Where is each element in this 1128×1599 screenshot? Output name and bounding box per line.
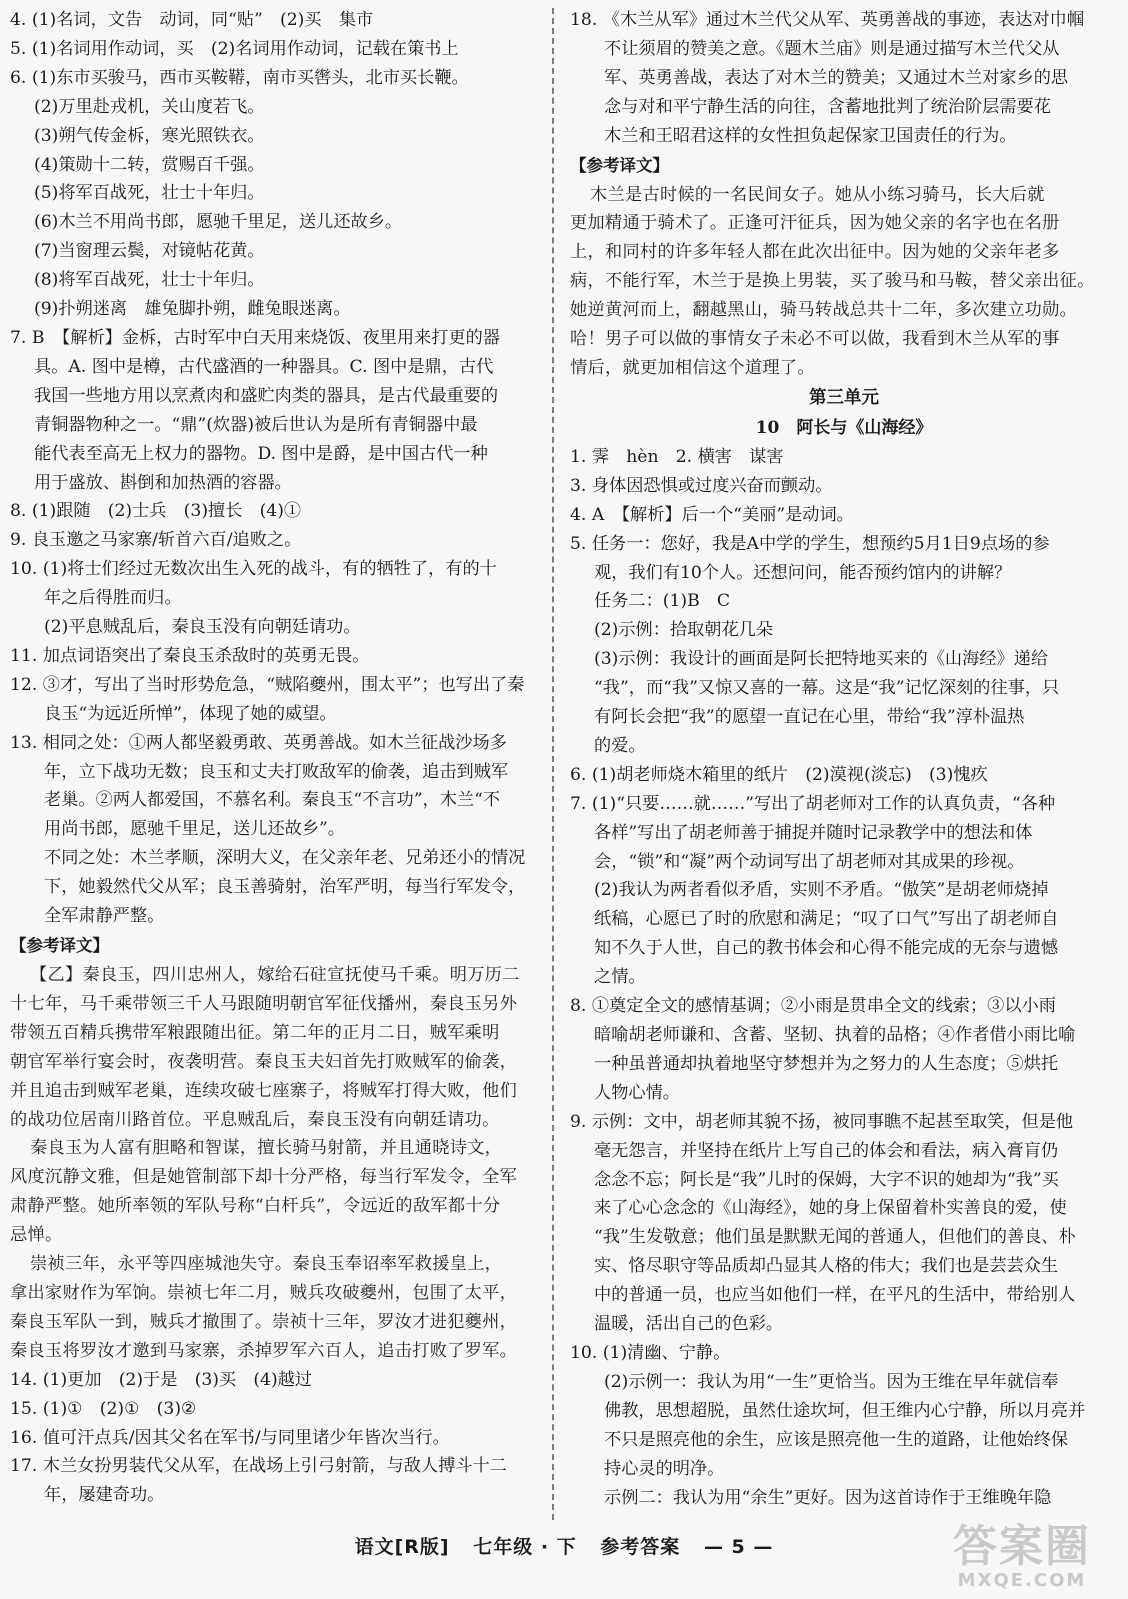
text-line: 11. 加点词语突出了秦良玉杀敌时的英勇无畏。 — [10, 645, 370, 666]
text-line: (9)扑朔迷离 雄兔脚扑朔，雌兔眼迷离。 — [34, 299, 351, 320]
text-line: (2)我认为两者看似矛盾，实则不矛盾。“傲笑”是胡老师烧掉 — [594, 880, 1049, 901]
translation-line: 的战功位居南川路首位。平息贼乱后，秦良玉没有向朝廷请功。 — [10, 1109, 500, 1130]
text-line: (2)示例：拾取朝花几朵 — [594, 620, 774, 641]
text-line: 9. 良玉邀之马家寨/斩首六百/追败之。 — [10, 530, 302, 551]
text-line: 10. (1)将士们经过无数次出生入死的战斗，有的牺牲了，有的十 — [10, 559, 497, 580]
translation-line: 朝官军举行宴会时，夜袭明营。秦良玉夫妇首先打败贼军的偷袭， — [10, 1051, 518, 1072]
text-line: 暗喻胡老师谦和、含蓄、坚韧、执着的品格；④作者借小雨比喻 — [594, 1025, 1076, 1045]
text-line: 用尚书郎，愿驰千里足，送儿还故乡”。 — [44, 819, 345, 840]
translation-line: 肃静严整。她所率领的军队号称“白杆兵”，令远近的敌军都十分 — [10, 1196, 501, 1217]
text-line: 全军肃静严整。 — [44, 906, 165, 927]
text-line: 10. (1)清幽、宁静。 — [570, 1342, 731, 1363]
text-line: “我”生发敬意；他们虽是默默无闻的普通人，但他们的善良、朴 — [594, 1227, 1076, 1248]
text-line: (2)万里赴戎机，关山度若飞。 — [34, 96, 265, 117]
text-line: 1. 霁 hèn 2. 横害 谋害 — [570, 446, 784, 467]
text-line: 各样”写出了胡老师善于捕捉并随时记录教学中的想法和体 — [594, 822, 1033, 843]
text-line: 4. (1)名词，文告 动词，同“贴” (2)买 集市 — [10, 10, 374, 30]
text-line: 3. 身体因恐惧或过度兴奋而颤动。 — [570, 475, 833, 496]
text-line: (4)策勋十二转，赏赐百千强。 — [34, 154, 265, 175]
text-line: 年，屡建奇功。 — [44, 1485, 165, 1506]
text-line: 13. 相同之处：①两人都坚毅勇敢、英勇善战。如木兰征战沙场多 — [10, 732, 507, 753]
text-line: 8. ①奠定全文的感情基调；②小雨是贯串全文的线索；③以小雨 — [570, 996, 1056, 1017]
text-line: 实、恪尽职守等品质却凸显其人格的伟大；我们也是芸芸众生 — [594, 1256, 1059, 1277]
translation-line: 忌惮。 — [10, 1225, 63, 1246]
text-line: 8. (1)跟随 (2)士兵 (3)擅长 (4)① — [10, 501, 302, 522]
translation-line: 秦良玉为人富有胆略和智谋，擅长骑马射箭，并且通晓诗文， — [30, 1138, 503, 1159]
translation-line: 她逆黄河而上，翻越黑山，骑马转战总共十二年，多次建立功勋。 — [570, 300, 1078, 321]
text-line: 任务二：(1)B C — [594, 591, 731, 612]
text-line: (8)将军百战死，壮士十年归。 — [34, 270, 265, 291]
footer-grade: 七年级 · 下 — [473, 1536, 577, 1558]
text-line: 念念不忘；阿长是“我”儿时的保姆，大字不识的她却为“我”买 — [594, 1169, 1059, 1190]
text-line: 持心灵的明净。 — [604, 1458, 725, 1479]
text-line: 16. 值可汗点兵/因其父名在军书/与同里诸少年皆次当行。 — [10, 1427, 450, 1448]
text-line: 一种虽普通却执着地坚守梦想并为之努力的人生态度；⑤烘托 — [594, 1053, 1059, 1074]
text-line: 有阿长会把“我”的愿望一直记在心里，带给“我”淳朴温热 — [594, 707, 1025, 728]
text-line: 7. B 【解析】金柝，古时军中白天用来烧饭、夜里用来打更的器 — [10, 327, 500, 348]
text-line: 我国一些地方用以烹煮肉和盛贮肉类的器具，是古代最重要的 — [34, 385, 499, 406]
text-line: 中的普通一员，也应当如他们一样，在平凡的生活中，带给别人 — [594, 1285, 1076, 1306]
footer-section: 参考答案 — [600, 1536, 681, 1558]
watermark-logo: 答案圈 — [953, 1521, 1091, 1572]
text-line: 14. (1)更加 (2)于是 (3)买 (4)越过 — [10, 1369, 313, 1390]
text-line: 会，“锁”和“凝”两个动词写出了胡老师对其成果的珍视。 — [594, 851, 1025, 872]
text-line: 年，立下战功无数；良玉和丈夫打败敌军的偷袭，追击到贼军 — [44, 761, 509, 782]
text-line: 佛教，思想超脱，虽然仕途坎坷，但王维内心宁静，所以月亮并 — [604, 1400, 1086, 1421]
text-line: 良玉“为远近所惮”，体现了她的威望。 — [44, 703, 337, 724]
translation-line: 【乙】秦良玉，四川忠州人，嫁给石砫宣抚使马千乘。明万历二 — [30, 965, 520, 985]
text-line: 不同之处：木兰孝顺，深明大义，在父亲年老、兄弟还小的情况 — [44, 848, 526, 869]
text-line: 具。A. 图中是樽，古代盛酒的一种器具。C. 图中是鼎，古代 — [34, 356, 494, 377]
text-line: 9. 示例：文中，胡老师其貌不扬，被同事瞧不起甚至取笑，但是他 — [570, 1111, 1074, 1132]
text-line: 6. (1)胡老师烧木箱里的纸片 (2)漠视(淡忘) (3)愧疚 — [570, 764, 988, 785]
text-line: 军、英勇善战，表达了对木兰的赞美；又通过木兰对家乡的思 — [604, 67, 1069, 88]
text-line: 老巢。②两人都爱国，不慕名利。秦良玉“不言功”，木兰“不 — [44, 790, 501, 811]
text-line: (2)平息贼乱后，秦良玉没有向朝廷请功。 — [44, 617, 361, 638]
translation-line: 带领五百精兵携带军粮跟随出征。第二年的正月二日，贼军乘明 — [10, 1022, 500, 1043]
text-line: (3)示例：我设计的画面是阿长把特地买来的《山海经》递给 — [594, 649, 1049, 670]
text-line: 念与对和平宁静生活的向往，含蓄地批判了统治阶层需要花 — [604, 96, 1051, 117]
text-line: 12. ③才，写出了当时形势危急，“贼陷夔州，围太平”；也写出了秦 — [10, 674, 525, 695]
text-line: (7)当窗理云鬓，对镜帖花黄。 — [34, 241, 265, 262]
text-line: (5)将军百战死，壮士十年归。 — [34, 183, 265, 204]
section-heading: 【参考译文】 — [10, 936, 109, 955]
translation-line: 木兰是古时候的一名民间女子。她从小练习骑马，长大后就 — [590, 184, 1045, 205]
text-line: (6)木兰不用尚书郎，愿驰千里足，送儿还故乡。 — [34, 212, 403, 233]
text-line: (2)示例一：我认为用“一生”更恰当。因为王维在早年就信奉 — [604, 1371, 1059, 1392]
translation-line: 风度沉静文雅，但是她管制部下却十分严格，每当行军发令，全军 — [10, 1167, 518, 1188]
translation-line: 情后，就更加相信这个道理了。 — [570, 357, 815, 378]
section-heading: 【参考译文】 — [570, 155, 669, 175]
text-line: 的爱。 — [594, 735, 646, 756]
text-line: 不让须眉的赞美之意。《题木兰庙》则是通过描写木兰代父从 — [604, 38, 1060, 59]
text-line: 能代表至高无上权力的器物。D. 图中是爵，是中国古代一种 — [34, 443, 488, 464]
translation-line: 拿出家财作为军饷。崇祯七年二月，贼兵攻破夔州，包围了太平， — [10, 1282, 518, 1303]
watermark-url: MXQE.COM — [957, 1570, 1087, 1591]
text-line: 年之后得胜而归。 — [44, 588, 182, 609]
column-divider — [552, 8, 554, 1520]
left-column — [10, 6, 538, 1510]
translation-line: 秦良玉将罗汝才邀到马家寨，杀掉罗军六百人，追击打败了罗军。 — [10, 1340, 518, 1361]
text-line: 示例二：我认为用“余生”更好。因为这首诗作于王维晚年隐 — [604, 1487, 1052, 1508]
text-line: 木兰和王昭君这样的女性担负起保家卫国责任的行为。 — [604, 125, 1017, 146]
translation-line: 病，不能行军，木兰于是换上男装，买了骏马和马鞍，替父亲出征。 — [570, 271, 1095, 292]
text-line: 来了心心念念的《山海经》，她的身上保留着朴实善良的爱，使 — [594, 1198, 1067, 1219]
watermark — [932, 1521, 1112, 1596]
translation-line: 崇祯三年，永平等四座城池失守。秦良玉奉诏率军救援皇上， — [30, 1254, 503, 1275]
translation-line: 哈！男子可以做的事情女子未必不可以做，我看到木兰从军的事 — [570, 329, 1060, 350]
text-line: 知不久于人世，自己的教书体会和心得不能完成的无奈与遗憾 — [594, 938, 1059, 959]
text-line: 毫无怨言，并坚持在纸片上写自己的体会和看法，病入膏肓仍 — [594, 1140, 1059, 1161]
text-line: 7. (1)“只要……就……”写出了胡老师对工作的认真负责，“各种 — [570, 793, 1056, 814]
text-line: 6. (1)东市买骏马，西市买鞍鞯，南市买辔头，北市买长鞭。 — [10, 67, 469, 88]
text-line: (3)朔气传金柝，寒光照铁衣。 — [34, 125, 265, 146]
text-line: “我”，而“我”又惊又喜的一幕。这是“我”记忆深刻的往事，只 — [594, 678, 1060, 699]
text-line: 青铜器物种之一。“鼎”(炊器)被后世认为是所有青铜器中最 — [34, 414, 478, 435]
lesson-title: 10 阿长与《山海经》 — [755, 417, 933, 438]
translation-line: 上，和同村的许多年轻人都在此次出征中。因为她的父亲年老多 — [570, 242, 1060, 263]
translation-line: 并且追击到贼军老巢，连续攻破七座寨子，将贼军打得大败，他们 — [10, 1080, 518, 1101]
text-line: 人物心情。 — [594, 1082, 680, 1103]
text-line: 18. 《木兰从军》通过木兰代父从军、英勇善战的事迹，表达对巾帼 — [570, 10, 1085, 30]
footer-subject: 语文[R版] — [354, 1536, 450, 1558]
text-line: 4. A 【解析】后一个“美丽”是动词。 — [570, 504, 854, 525]
translation-line: 更加精通于骑术了。正逢可汗征兵，因为她父亲的名字也在名册 — [570, 213, 1060, 234]
text-line: 之情。 — [594, 967, 646, 988]
translation-line: 十七年，马千乘带领三千人马跟随明朝官军征伐播州，秦良玉另外 — [10, 993, 518, 1014]
text-line: 用于盛放、斟倒和加热酒的容器。 — [34, 472, 292, 493]
translation-line: 秦良玉军队一到，贼兵才撤围了。崇祯十三年，罗汝才进犯夔州， — [10, 1311, 518, 1332]
right-column — [570, 6, 1118, 1512]
text-line: 不只是照亮他的余生，应该是照亮他一生的道路，让他始终保 — [604, 1429, 1069, 1450]
footer-page-number: — 5 — — [703, 1536, 774, 1558]
text-line: 观，我们有10个人。还想问问，能否预约馆内的讲解？ — [594, 562, 1012, 583]
text-line: 17. 木兰女扮男装代父从军，在战场上引弓射箭，与敌人搏斗十二 — [10, 1456, 507, 1477]
text-line: 纸稿，心愿已了时的欣慰和满足；“叹了口气”写出了胡老师自 — [594, 909, 1059, 930]
text-line: 温暖，活出自己的色彩。 — [594, 1314, 784, 1335]
text-line: 5. (1)名词用作动词，买 (2)名词用作动词，记载在策书上 — [10, 38, 459, 59]
text-line: 下，她毅然代父从军；良玉善骑射，治军严明，每当行军发令， — [44, 877, 526, 898]
text-line: 15. (1)① (2)① (3)② — [10, 1398, 197, 1419]
unit-title: 第三单元 — [809, 387, 879, 408]
text-line: 5. 任务一：您好，我是A中学的学生，想预约5月1日9点场的参 — [570, 533, 1050, 554]
